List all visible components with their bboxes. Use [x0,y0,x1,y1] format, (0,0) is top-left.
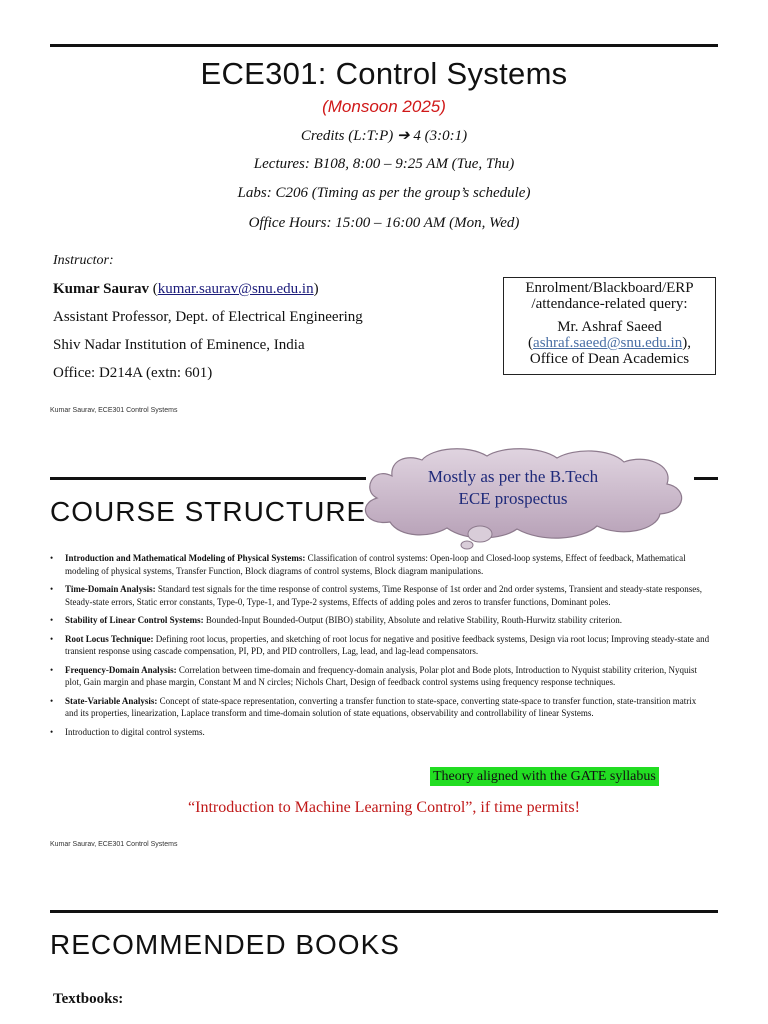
box-contact-email-line: (ashraf.saeed@snu.edu.in), [528,335,691,351]
bullet-icon: • [50,664,54,675]
topic-desc: Concept of state-space representation, converting a transfer function to state-space, converting state-space to transfer function, state-transition matrix and its properties, linearization, Laplace transform and time-domain solution of state equations, observability and controllability of linear Systems. [65,695,697,718]
topic-desc: Introduction to digital control systems. [65,726,205,737]
instructor-position: Assistant Professor, Dept. of Electrical Engineering [53,309,363,325]
lectures: Lectures: B108, 8:00 – 9:25 AM (Tue, Thu) [253,156,515,172]
bullet-icon: • [50,584,54,594]
callout-text [395,466,631,510]
paren-open: ( [152,281,158,297]
instructor-label: Instructor: [53,253,114,268]
office-hours: Office Hours: 15:00 – 16:00 AM (Mon, Wed) [248,215,520,231]
labs: Labs: C206 (Timing as per the group’s schedule) [237,185,531,201]
callout-line2: ECE prospectus [458,489,568,508]
gate-syllabus-note: Theory aligned with the GATE syllabus [430,767,659,786]
list-item [50,614,710,627]
ml-control-note: “Introduction to Machine Learning Control”, if time permits! [188,799,580,816]
instructor-institution: Shiv Nadar Institution of Eminence, India [53,337,305,353]
slide2-top-rule-left [50,477,366,480]
slide1-footer: Kumar Saurav, ECE301 Control Systems [50,407,178,414]
instructor-office: Office: D214A (extn: 601) [53,365,213,381]
course-topics-list [50,552,710,744]
topic-title: Introduction and Mathematical Modeling of Physical Systems: [65,553,306,563]
box-contact-office: Office of Dean Academics [529,351,690,367]
topic-desc: Defining root locus, properties, and sketching of root locus for negative and positive feedback systems, Design via root locus; Improving steady-state and transient response using cascade compensation, PI, PD, and PID controllers, Lag, lead, and lag-lead compensators. [65,633,710,656]
list-item [50,695,710,720]
topic-title: Root Locus Technique: [65,633,154,644]
topic-title: State-Variable Analysis: [65,695,158,706]
topic-desc: Bounded-Input Bounded-Output (BIBO) stability, Absolute and relative Stability, Routh-Hurwitz stability criterion. [203,615,622,625]
instructor-email-link[interactable]: kumar.saurav@snu.edu.in [157,281,314,297]
bullet-icon: • [50,615,54,625]
box-line2: /attendance-related query: [531,296,688,312]
topic-title: Stability of Linear Control Systems: [65,615,204,625]
bullet-icon: • [50,553,54,563]
topic-desc: Standard test signals for the time response of control systems, Time Response of 1st order and 2nd order systems, Transient and steady-state responses, Steady-state errors, Static error constants, Type-0, Type-1, and Type-2 systems, Effects of adding poles and zeros to transfer functions, Dominant poles. [65,584,703,607]
bullet-icon: • [50,695,54,706]
callout-line1: Mostly as per the B.Tech [427,467,599,486]
textbooks-label: Textbooks: [53,991,124,1007]
enrolment-query-box [503,277,716,375]
course-title: ECE301: Control Systems [200,56,568,91]
bullet-icon: • [50,726,54,737]
slide2-footer: Kumar Saurav, ECE301 Control Systems [50,841,178,848]
box-line1: Enrolment/Blackboard/ERP [525,280,694,296]
topic-desc: Classification of control systems: Open-loop and Closed-loop systems, Effect of feedback, Mathematical modeling of physical systems, Transfer Function, Block diagrams of control systems, Block diagram manipulations. [65,553,686,576]
credits: Credits (L:T:P) ➔ 4 (3:0:1) [300,128,468,144]
semester: (Monsoon 2025) [322,97,446,116]
paren-close: ) [313,281,319,297]
slide1-top-rule [50,44,718,47]
topic-title: Frequency-Domain Analysis: [65,664,177,675]
instructor-contact [53,281,319,298]
list-item [50,552,710,577]
box-contact-email-link[interactable]: ashraf.saeed@snu.edu.in [533,335,683,351]
course-structure-heading: COURSE STRUCTURE [50,496,367,527]
instructor-name: Kumar Saurav [53,281,149,297]
list-item [50,726,710,739]
list-item [50,583,710,608]
list-item [50,633,710,658]
box-contact-name: Mr. Ashraf Saeed [557,319,662,335]
recommended-books-heading: RECOMMENDED BOOKS [50,929,400,960]
list-item [50,664,710,689]
slide3-top-rule [50,910,718,913]
topic-title: Time-Domain Analysis: [65,584,156,594]
bullet-icon: • [50,633,54,644]
topic-desc: Correlation between time-domain and frequency-domain analysis, Polar plot and Bode plots, Introduction to Nyquist stability criterion, Nyquist plot, Gain margin and phase margin, Constant M and N circles; Nichols Chart, Design of feedback control systems using frequency response techniques. [65,664,697,687]
